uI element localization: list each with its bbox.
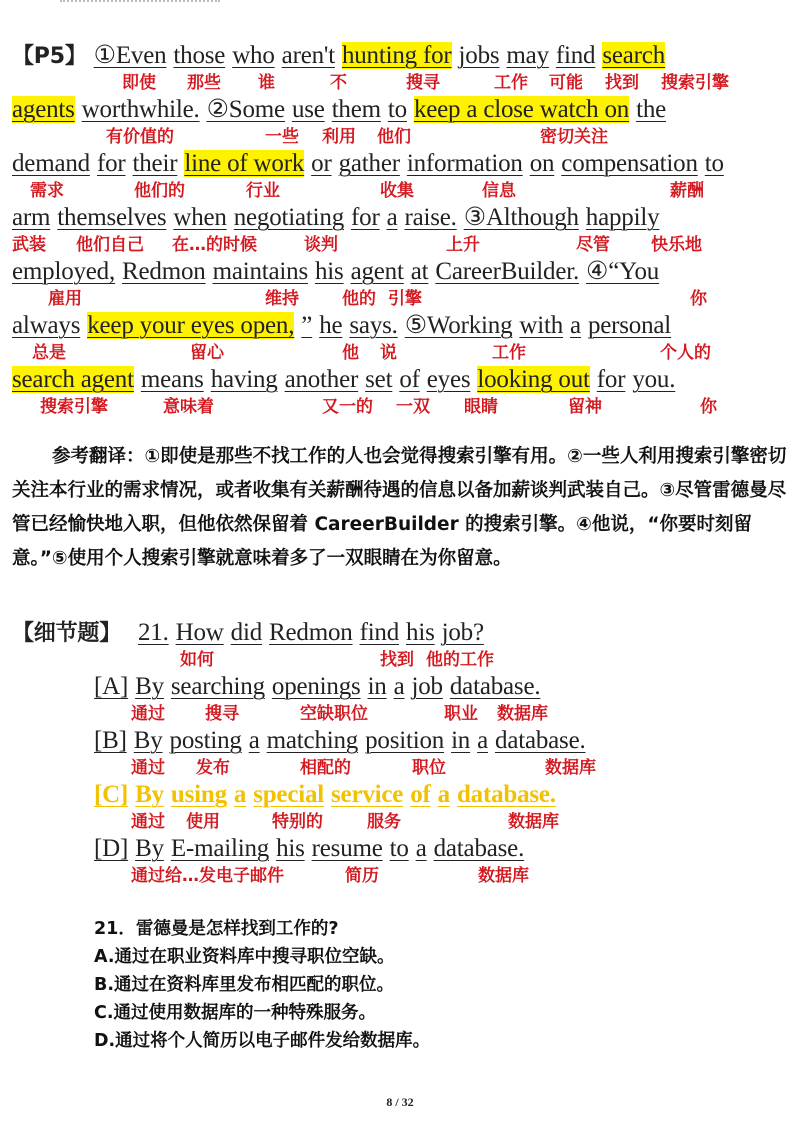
- word: find: [555, 42, 596, 69]
- word: a: [233, 781, 247, 808]
- chinese-gloss: 眼睛: [464, 397, 498, 417]
- top-edge-mark: [60, 0, 220, 8]
- chinese-gloss: 上升: [446, 235, 480, 255]
- word: a: [477, 727, 489, 754]
- chinese-gloss: 你: [700, 397, 717, 417]
- word: [D]: [94, 835, 129, 862]
- word: his: [276, 835, 305, 862]
- word: for: [96, 150, 126, 177]
- word: did: [230, 619, 263, 646]
- chinese-gloss: 在…的时候: [172, 235, 257, 255]
- option-c-glosses: [0, 811, 800, 833]
- chinese-gloss: 发布: [196, 758, 230, 778]
- word: may: [506, 42, 549, 69]
- chinese-gloss: 总是: [32, 343, 66, 363]
- chinese-gloss: 说: [380, 343, 397, 363]
- chinese-gloss: 工作: [492, 343, 526, 363]
- word: information: [406, 150, 523, 177]
- word: of: [399, 366, 420, 393]
- highlighted-phrase: looking out: [477, 366, 590, 393]
- chinese-gloss: 找到: [380, 650, 414, 670]
- word: 21.: [138, 619, 169, 646]
- chinese-gloss: 通过给…发电子邮件: [131, 866, 284, 886]
- word: database.: [433, 835, 525, 862]
- cn-option-d: D.通过将个人简历以电子邮件发给数据库。: [94, 1031, 431, 1051]
- chinese-gloss: 空缺职位: [300, 704, 368, 724]
- word: resume: [311, 835, 383, 862]
- chinese-gloss: 留神: [568, 397, 602, 417]
- chinese-gloss: 工作: [494, 73, 528, 93]
- chinese-gloss: 那些: [187, 73, 221, 93]
- translation-label: 参考翻译：: [52, 446, 145, 467]
- passage-line-4-english: [12, 202, 788, 234]
- word: in: [367, 673, 387, 700]
- chinese-gloss: 留心: [190, 343, 224, 363]
- option-c-english: [94, 779, 788, 811]
- question-stem-glosses: [0, 649, 800, 671]
- word: his: [406, 619, 435, 646]
- word: ③Although: [463, 204, 579, 231]
- word: for: [596, 366, 626, 393]
- word: always: [12, 312, 81, 339]
- chinese-gloss: 通过: [131, 704, 165, 724]
- word: to: [387, 96, 407, 123]
- word: a: [248, 727, 260, 754]
- chinese-gloss: 维持: [265, 289, 299, 309]
- word: in: [451, 727, 471, 754]
- translation-text: ①即使是那些不找工作的人也会觉得搜索引擎有用。②一些人利用搜索引擎密切关注本行业的需求情况，或者收集有关薪酬待遇的信息以备加薪谈判武装自己。③尽管雷德曼尽管已经愉快地入职，但他依然保留着 CareerBuilder 的搜索引擎。④他说，“你要时刻留意。”⑤使用个人搜索引擎就意味着多了一双眼睛在为你留意。: [12, 446, 787, 569]
- chinese-gloss: 他们: [377, 127, 411, 147]
- word: database.: [495, 727, 586, 754]
- word: By: [135, 835, 164, 862]
- word: searching: [170, 673, 265, 700]
- highlighted-phrase: hunting for: [341, 42, 452, 69]
- passage-line-6-glosses: [0, 342, 800, 364]
- chinese-gloss: 数据库: [478, 866, 529, 886]
- chinese-gloss: 你: [690, 289, 707, 309]
- word: the: [636, 96, 667, 123]
- word: at: [410, 258, 429, 285]
- word: ②Some: [206, 96, 285, 123]
- chinese-gloss: 数据库: [545, 758, 596, 778]
- word: themselves: [57, 204, 167, 231]
- chinese-gloss: 数据库: [497, 704, 548, 724]
- chinese-gloss: 他的工作: [426, 650, 494, 670]
- chinese-gloss: 他们的: [134, 181, 185, 201]
- passage-line-6-english: [12, 310, 788, 342]
- page-number: 8 / 32: [386, 1095, 414, 1109]
- chinese-gloss: 武装: [12, 235, 46, 255]
- chinese-gloss: 雇用: [48, 289, 82, 309]
- chinese-gloss: 有价值的: [106, 127, 174, 147]
- cn-question-stem: 21．雷德曼是怎样找到工作的?: [94, 919, 339, 939]
- word: [B]: [94, 727, 127, 754]
- word: How: [175, 619, 224, 646]
- word: database.: [449, 673, 541, 700]
- passage-line-2-english: [12, 94, 788, 126]
- word: E-mailing: [170, 835, 270, 862]
- passage-line-1-english: [12, 40, 788, 73]
- passage-line-4-glosses: [0, 234, 800, 256]
- word: compensation: [561, 150, 698, 177]
- word: CareerBuilder.: [435, 258, 580, 285]
- chinese-gloss: 利用: [322, 127, 356, 147]
- section-tag: 【P5】: [12, 44, 87, 69]
- word: a: [570, 312, 581, 339]
- chinese-gloss: 特别的: [272, 812, 323, 832]
- chinese-gloss: 相配的: [300, 758, 351, 778]
- option-a-glosses: [0, 703, 800, 725]
- highlighted-phrase: agents: [12, 96, 75, 123]
- word: a: [437, 781, 450, 808]
- passage-line-1-glosses: [0, 72, 800, 94]
- chinese-gloss: 密切关注: [540, 127, 608, 147]
- cn-option-a: A.通过在职业资料库中搜寻职位空缺。: [94, 947, 395, 967]
- chinese-gloss: 意味着: [163, 397, 214, 417]
- chinese-gloss: 尽管: [576, 235, 610, 255]
- word: employed,: [12, 258, 116, 285]
- word: ④“You: [586, 258, 660, 285]
- highlighted-phrase: line of work: [184, 150, 305, 177]
- word: means: [140, 366, 204, 393]
- word: ①Even: [93, 42, 167, 69]
- word: By: [135, 781, 164, 808]
- word: posting: [169, 727, 242, 754]
- chinese-gloss: 他们自己: [76, 235, 144, 255]
- translation-paragraph: [12, 440, 788, 576]
- highlighted-phrase: keep a close watch on: [413, 96, 630, 123]
- chinese-gloss: 数据库: [508, 812, 559, 832]
- cn-option-c: C.通过使用数据库的一种特殊服务。: [94, 1003, 376, 1023]
- chinese-gloss: 使用: [186, 812, 220, 832]
- word: those: [173, 42, 226, 69]
- chinese-gloss: 需求: [30, 181, 64, 201]
- option-b-glosses: [0, 757, 800, 779]
- chinese-gloss: 搜索引擎: [40, 397, 108, 417]
- chinese-gloss: 他: [342, 343, 359, 363]
- chinese-gloss: 通过: [131, 758, 165, 778]
- word: agent: [350, 258, 404, 285]
- option-d-english: [94, 833, 788, 865]
- word: or: [311, 150, 332, 177]
- chinese-gloss: 行业: [246, 181, 280, 201]
- chinese-gloss: 一些: [265, 127, 299, 147]
- word: By: [135, 673, 164, 700]
- chinese-gloss: 服务: [367, 812, 401, 832]
- chinese-gloss: 又一的: [322, 397, 373, 417]
- word: a: [386, 204, 398, 231]
- word: when: [173, 204, 227, 231]
- word: ⑤Working: [404, 312, 513, 339]
- chinese-gloss: 快乐地: [651, 235, 702, 255]
- chinese-gloss: 谁: [258, 73, 275, 93]
- word: Redmon: [269, 619, 353, 646]
- highlighted-phrase: keep your eyes open,: [87, 312, 295, 339]
- option-b-english: [94, 725, 788, 757]
- passage-line-3-english: [12, 148, 788, 180]
- chinese-gloss: 信息: [482, 181, 516, 201]
- chinese-gloss: 一双: [396, 397, 430, 417]
- word: says.: [349, 312, 398, 339]
- passage-line-7-glosses: [0, 396, 800, 418]
- cn-option-b: B.通过在资料库里发布相匹配的职位。: [94, 975, 394, 995]
- word: on: [529, 150, 555, 177]
- chinese-gloss: 找到: [605, 73, 639, 93]
- passage-line-5-glosses: [0, 288, 800, 310]
- word: who: [232, 42, 275, 69]
- chinese-gloss: 可能: [549, 73, 583, 93]
- word: use: [291, 96, 325, 123]
- chinese-gloss: 搜寻: [205, 704, 239, 724]
- word: personal: [587, 312, 672, 339]
- word: you.: [632, 366, 676, 393]
- chinese-gloss: 即使: [122, 73, 156, 93]
- chinese-gloss: 职位: [412, 758, 446, 778]
- chinese-gloss: 谈判: [304, 235, 338, 255]
- word: arm: [12, 204, 51, 231]
- word: position: [365, 727, 445, 754]
- chinese-gloss: 不: [330, 73, 347, 93]
- word: find: [359, 619, 400, 646]
- word: job: [411, 673, 443, 700]
- word: a: [415, 835, 427, 862]
- word: worthwhile.: [81, 96, 200, 123]
- word: maintains: [212, 258, 308, 285]
- word: them: [331, 96, 381, 123]
- option-a-english: [94, 671, 788, 703]
- word: job?: [441, 619, 484, 646]
- passage-line-7-english: [12, 364, 788, 396]
- word: to: [389, 835, 409, 862]
- word: aren't: [281, 42, 335, 69]
- chinese-gloss: 搜寻: [406, 73, 440, 93]
- chinese-gloss: 如何: [180, 650, 214, 670]
- question-stem-english: [138, 617, 788, 649]
- highlighted-phrase: search: [602, 42, 666, 69]
- word: raise.: [404, 204, 457, 231]
- word: Redmon: [122, 258, 206, 285]
- option-d-glosses: [0, 865, 800, 887]
- word: demand: [12, 150, 90, 177]
- chinese-gloss: 职业: [444, 704, 478, 724]
- word: [C]: [94, 781, 129, 808]
- word: [A]: [94, 673, 129, 700]
- word: with: [519, 312, 564, 339]
- chinese-gloss: 通过: [131, 812, 165, 832]
- word: eyes: [426, 366, 471, 393]
- highlighted-phrase: search agent: [12, 366, 134, 393]
- word: using: [170, 781, 227, 808]
- passage-line-5-english: [12, 256, 788, 288]
- chinese-gloss: 他的: [342, 289, 376, 309]
- word: happily: [585, 204, 660, 231]
- word: By: [133, 727, 163, 754]
- word: of: [410, 781, 431, 808]
- word: having: [210, 366, 278, 393]
- question-type-tag: 【细节题】: [12, 621, 122, 646]
- chinese-gloss: 收集: [380, 181, 414, 201]
- word: database.: [456, 781, 556, 808]
- word: for: [351, 204, 380, 231]
- chinese-gloss: 薪酬: [670, 181, 704, 201]
- word: another: [284, 366, 359, 393]
- word: to: [704, 150, 724, 177]
- passage-line-3-glosses: [0, 180, 800, 202]
- chinese-gloss: 简历: [345, 866, 379, 886]
- chinese-gloss: 引擎: [388, 289, 422, 309]
- chinese-gloss: 个人的: [660, 343, 711, 363]
- word: service: [331, 781, 404, 808]
- word: special: [253, 781, 325, 808]
- word: jobs: [458, 42, 500, 69]
- word: ”: [301, 312, 313, 339]
- word: negotiating: [233, 204, 345, 231]
- passage-line-2-glosses: [0, 126, 800, 148]
- word: their: [132, 150, 178, 177]
- word: set: [365, 366, 393, 393]
- word: his: [314, 258, 344, 285]
- word: he: [319, 312, 343, 339]
- chinese-gloss: 搜索引擎: [661, 73, 729, 93]
- word: matching: [266, 727, 359, 754]
- word: openings: [271, 673, 361, 700]
- word: gather: [338, 150, 400, 177]
- word: a: [393, 673, 405, 700]
